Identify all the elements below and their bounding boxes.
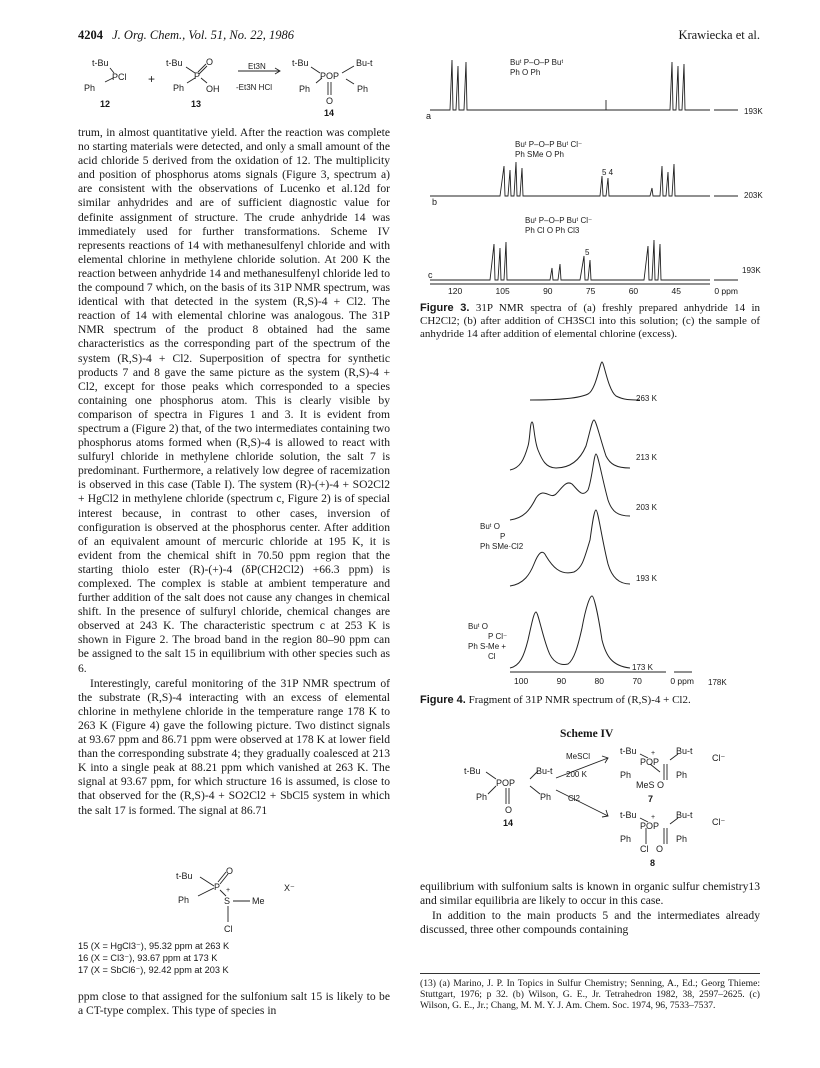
- chem-group: P: [194, 71, 201, 81]
- chem-group: Ph: [178, 895, 190, 905]
- chem-group: Cl: [224, 924, 233, 934]
- chem-group: Cl: [640, 844, 649, 854]
- caption-text: 31P NMR spectra of (a) freshly prepared anhydride 14 in CH2Cl2; (b) after addition of CH3SCl into this solution; (c) the sample of anhydride 14 after addition of elemental chlorine (excess).: [420, 302, 761, 340]
- chem-group: X⁻: [284, 883, 295, 893]
- temperature-label: 173 K: [632, 663, 653, 672]
- temperature-label: 263 K: [636, 394, 657, 403]
- chem-group: PCl: [112, 72, 127, 82]
- chem-group: +: [226, 887, 231, 894]
- salt-entry: 16 (X = Cl3⁻), 93.67 ppm at 173 K: [78, 953, 218, 963]
- salt-bonds: [170, 860, 280, 930]
- chem-group: t-Bu: [620, 810, 637, 820]
- salt-entry: 15 (X = HgCl3⁻), 95.32 ppm at 263 K: [78, 941, 230, 951]
- salt-entry: 17 (X = SbCl6⁻), 92.42 ppm at 203 K: [78, 965, 229, 975]
- chem-group: Ph: [299, 84, 311, 94]
- chem-group: Bu-t: [676, 746, 693, 756]
- chem-group: POP: [496, 778, 516, 788]
- chem-group: POP: [640, 821, 660, 831]
- chem-group: t-Bu: [176, 871, 193, 881]
- chem-group: Cl⁻: [712, 753, 726, 763]
- spectrum-temp: 203K: [744, 191, 763, 200]
- chem-group: t-Bu: [464, 766, 481, 776]
- compound-label: 12: [100, 99, 111, 109]
- left-column: [78, 126, 390, 819]
- chem-group: +: [651, 750, 656, 757]
- journal-citation: J. Org. Chem., Vol. 51, No. 22, 1986: [112, 28, 294, 42]
- axis-tick: 75: [585, 286, 596, 296]
- chem-group: Ph: [84, 83, 96, 93]
- salt-list: [78, 940, 378, 976]
- plus-sign: +: [148, 72, 156, 86]
- chem-group: t-Bu: [166, 58, 183, 68]
- chem-group: Ph: [357, 84, 369, 94]
- compound-label: 13: [191, 99, 202, 109]
- structure-a: Buᵗ O P Ph SMe·Cl2: [480, 522, 524, 551]
- chem-group: OH: [206, 84, 220, 94]
- compound-label: 8: [650, 858, 656, 868]
- right-column: [420, 880, 760, 938]
- reagent-temp: 200 K: [566, 770, 587, 779]
- reagent: MeSCl: [566, 752, 591, 761]
- axis-tick: 90: [556, 676, 567, 686]
- spectrum-structure: Buᵗ P–O–P Buᵗ Cl⁻ Ph Cl O Ph Cl3: [525, 216, 593, 235]
- chem-group: Ph: [676, 770, 688, 780]
- caption-text: Fragment of 31P NMR spectrum of (R,S)-4 + Cl2.: [468, 694, 691, 706]
- spectrum-structure: Buᵗ P–O–P Buᵗ Ph O Ph: [510, 58, 564, 77]
- chem-group: t-Bu: [92, 58, 109, 68]
- chem-group: Ph: [620, 834, 632, 844]
- axis-tick: 70: [632, 676, 642, 686]
- byproduct: -Et3N HCl: [236, 83, 273, 92]
- axis-tick: 0 ppm: [670, 676, 694, 686]
- chem-group: S: [224, 896, 231, 906]
- peak-marker: 5: [585, 248, 590, 257]
- page-number: 4204: [78, 28, 103, 42]
- top-scheme-bonds: [80, 55, 390, 110]
- chem-group: t-Bu: [620, 746, 637, 756]
- axis-tick: 120: [448, 286, 463, 296]
- figure-3-caption: [420, 302, 760, 341]
- chem-group: Ph: [676, 834, 688, 844]
- peak-marker: 5 4: [602, 168, 614, 177]
- axis-tick: 105: [495, 286, 510, 296]
- chem-group: POP: [640, 757, 660, 767]
- paragraph: ppm close to that assigned for the sulfonium salt 15 is likely to be a CT-type complex. This type of species in: [78, 990, 390, 1018]
- chem-group: Ph: [540, 792, 552, 802]
- left-column-tail: [78, 990, 390, 1019]
- chem-group: MeS: [636, 780, 655, 790]
- caption-label: Figure 3.: [420, 302, 470, 314]
- spectrum-structure: Buᵗ P–O–P Buᵗ Cl⁻ Ph SMe O Ph: [515, 140, 583, 159]
- paragraph: In addition to the main products 5 and the intermediates already discussed, three other compounds containing: [420, 909, 760, 937]
- figure-4-caption: [420, 694, 760, 707]
- spectrum-label: a: [426, 111, 432, 121]
- chem-group: Ph: [620, 770, 632, 780]
- running-header: [78, 28, 294, 43]
- compound-label: 7: [648, 794, 654, 804]
- spectrum-label: c: [428, 270, 433, 280]
- paragraph: Interestingly, careful monitoring of the 31P NMR spectrum of the substrate (R,S)-4 interacting with an excess of elemental chlorine in methylene chloride in the temperature range 178 K to 263 K (Figure 4) gave the following picture. Two distinct signals at 93.67 ppm and 86.71 ppm were observed at 178 K at lower field than the corresponding substrate 4; they gradually coalesced at 213 K into a single peak at 88.21 ppm which vanished at 263 K. The signal at 93.67 ppm, for which structure 16 is assumed, is close to that observed for the (R,S)-4 + SO2Cl2 + SbCl5 system in which the salt 17 is formed. The signal at 86.71: [78, 676, 390, 817]
- temperature-label: 203 K: [636, 503, 657, 512]
- axis-tick: 80: [594, 676, 604, 686]
- temperature-label: 213 K: [636, 453, 657, 462]
- spectrum-temp: 193K: [742, 266, 761, 275]
- caption-label: Figure 4.: [420, 694, 466, 706]
- scheme-4-bonds: [460, 746, 750, 866]
- compound-label: 14: [503, 818, 514, 828]
- figure-3-spectra: [420, 52, 770, 292]
- figure-3-axis: [448, 286, 738, 296]
- chem-group: O: [226, 866, 234, 876]
- chem-group: O: [505, 805, 513, 815]
- axis-tick: 45: [671, 286, 681, 296]
- paragraph: trum, in almost quantitative yield. After the reaction was complete no starting materials were detected, and only a small amount of the acid chloride 5 derived from the oxidation of 12. The multiplicity and position of phosphorus atoms signals (Figure 3, spectrum a) are consistent with the observations of Lucenko et al.12d for similar anhydrides and are of sufficient diagnostic value for definite assignment of structure. The crude anhydride 14 was immediately used for further transformations. Scheme IV represents reactions of 14 with methanesulfenyl chloride and with elemental chlorine in methylene chloride solution. At 200 K the reaction between anhydride 14 and methanesulfenyl chloride led to the compound 7 which, on the basis of its 31P NMR spectrum, was identical with that detected in the system (R,S)-4 + Cl2. The reaction of 14 with elemental chlorine was analogous. The 31P NMR spectrum of the product 8 obtained had the same characteristics as the corresponding part of the spectrum of the system (R,S)-4 + Cl2. Superposition of spectra for synthetic products 7 and 8 gave the same picture as the system (R,S)-4 + Cl2, except for those peaks which corresponded to a species containing one phosphorus atom. This is clearly visible by comparison of spectra in Figures 1 and 3. It is evident from spectrum a (Figure 2) that, of the two intermediates containing two phosphorus atoms formed when (R,S)-4 is allowed to react with sulfuryl chloride in methylene chloride solution, the salt 7 is predominant. Furthermore, a relatively low degree of racemization is observed in this case (Table I). The system (R)-(+)-4 + SO2Cl2 + HgCl2 in methylene chloride (spectrum c, Figure 2) is of special interest because, in contrast to other cases, inversion of configuration is observed at the phosphorus center. After addition of an equivalent amount of mercuric chloride at 195 K, it is evident from the chemical shift in 70.50 ppm region that the starting thiolo ester (R)-(+)-4 (δP(CH2Cl2) +66.3 ppm) is complexed. The complex is stable at ambient temperature and further addition of the salt does not cause any changes in chemical shift. In the presence of sulfuryl chloride, chemical changes are observed at 243 K. The characteristic spectrum c at 253 K is shown in Figure 2. The broad band in the region 80–90 ppm can be assigned to the salt 15 in equilibrium with other species such as 6.: [78, 126, 390, 675]
- axis-tick: 60: [628, 286, 639, 296]
- chem-group: Bu-t: [676, 810, 693, 820]
- structure-b: Buᵗ O P Cl⁻ Ph S-Me + Cl: [468, 622, 508, 661]
- scheme-title: Scheme IV: [560, 728, 614, 740]
- compound-label: 14: [324, 108, 335, 118]
- chem-group: Ph: [476, 792, 488, 802]
- chem-group: O: [326, 96, 334, 106]
- chem-group: Me: [252, 896, 265, 906]
- paragraph: equilibrium with sulfonium salts is known in organic sulfur chemistry13 and similar equilibria are likely to occur in this case.: [420, 880, 760, 908]
- author-header: Krawiecka et al.: [678, 28, 760, 42]
- spectrum-label: b: [432, 197, 438, 207]
- axis-tick: 90: [543, 286, 553, 296]
- chem-group: P: [214, 882, 221, 892]
- axis-tick: 0 ppm: [714, 286, 738, 296]
- footnote: (13) (a) Marino, J. P. In Topics in Sulfur Chemistry; Senning, A., Ed.; Georg Thieme: Stuttgart, 1976; p 32. (b) Wilson, G. E., Jr. Tetrahedron 1982, 38, 2597–2625. (c) Wilson, G. E., Jr.; Chang, M. M. Y. J. Am. Chem. Soc. 1974, 96, 7533–7537.: [420, 973, 760, 1012]
- chem-group: Ph: [173, 83, 185, 93]
- figure-4-axis: [514, 676, 694, 686]
- temperature-label: 178K: [708, 678, 727, 687]
- chem-group: O: [206, 57, 214, 67]
- reagent: Cl2: [568, 794, 581, 803]
- chem-group: t-Bu: [292, 58, 309, 68]
- chem-group: O: [657, 780, 665, 790]
- spectrum-temp: 193K: [744, 107, 763, 116]
- chem-group: POP: [320, 71, 340, 81]
- temperature-label: 193 K: [636, 574, 657, 583]
- chem-group: +: [651, 814, 656, 821]
- figure-4-spectra: [470, 350, 740, 680]
- chem-group: O: [656, 844, 664, 854]
- chem-group: Cl⁻: [712, 817, 726, 827]
- chem-group: Bu-t: [356, 58, 373, 68]
- axis-tick: 100: [514, 676, 529, 686]
- reagent: Et3N: [248, 62, 266, 71]
- chem-group: Bu-t: [536, 766, 553, 776]
